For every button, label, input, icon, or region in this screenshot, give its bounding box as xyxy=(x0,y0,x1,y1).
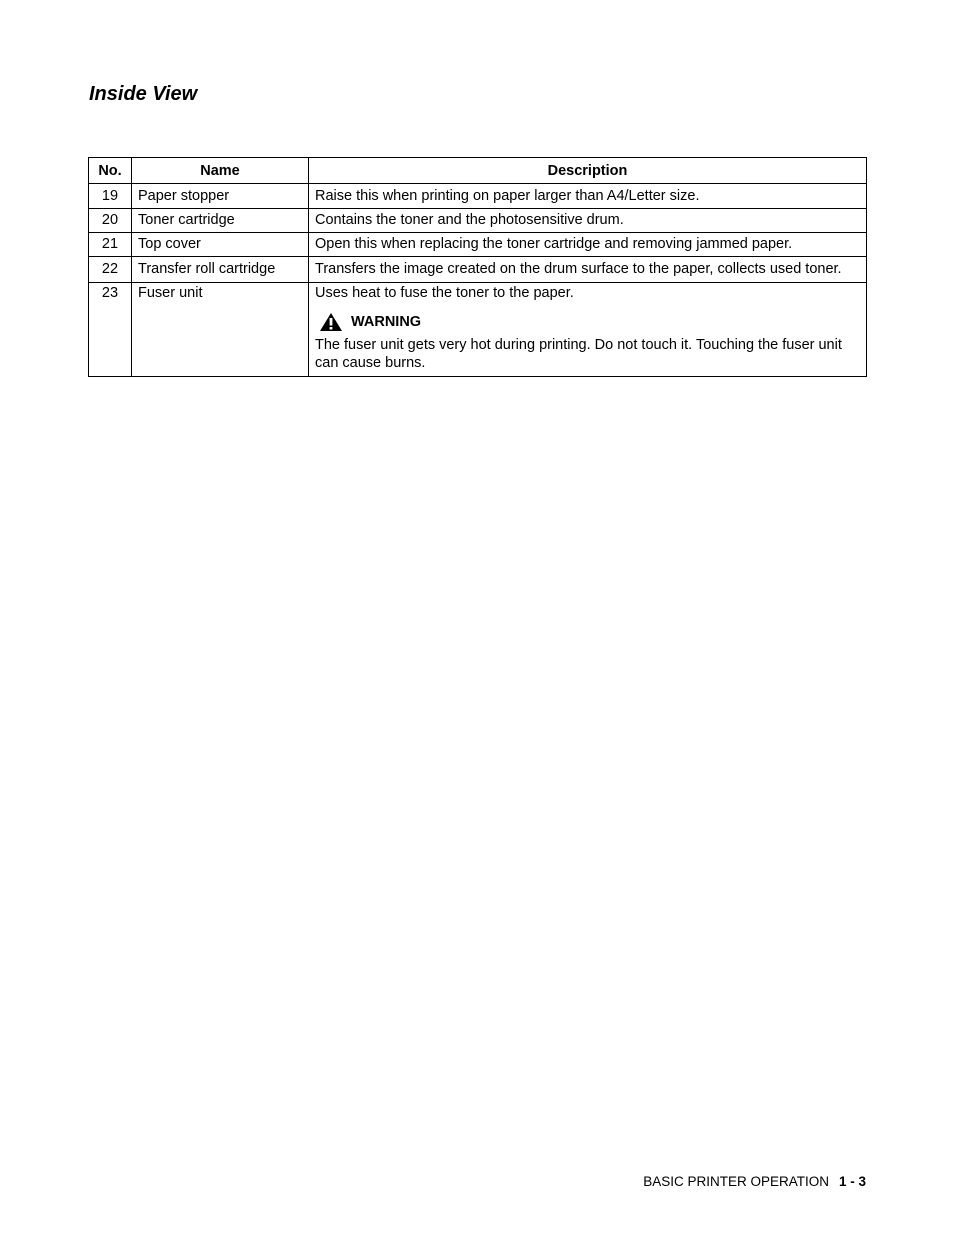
warning-heading xyxy=(315,312,860,332)
row-number: 22 xyxy=(89,257,132,283)
table-row xyxy=(89,209,867,233)
row-description-cell xyxy=(309,283,867,377)
table-row xyxy=(89,257,867,283)
table-row xyxy=(89,233,867,257)
row-number: 19 xyxy=(89,184,132,209)
table-row xyxy=(89,184,867,209)
warning-text: The fuser unit gets very hot during printing. Do not touch it. Touching the fuser unit can cause burns. xyxy=(315,337,842,371)
parts-table xyxy=(88,157,867,377)
row-description: Raise this when printing on paper larger than A4/Letter size. xyxy=(309,184,867,209)
row-description: Transfers the image created on the drum surface to the paper, collects used toner. xyxy=(309,257,867,283)
row-number: 21 xyxy=(89,233,132,257)
footer-page-number: 1 - 3 xyxy=(838,1174,866,1189)
row-name: Toner cartridge xyxy=(132,209,309,233)
section-heading: Inside View xyxy=(89,83,198,105)
row-number: 23 xyxy=(89,283,132,377)
row-description: Uses heat to fuse the toner to the paper. xyxy=(315,285,574,301)
header-name: Name xyxy=(132,158,309,184)
footer-section-title: BASIC PRINTER OPERATION xyxy=(643,1174,829,1189)
warning-triangle-icon xyxy=(319,312,343,332)
warning-label: WARNING xyxy=(351,314,422,330)
row-name: Top cover xyxy=(132,233,309,257)
header-description: Description xyxy=(309,158,867,184)
table-row xyxy=(89,283,867,377)
row-name: Paper stopper xyxy=(132,184,309,209)
row-name: Fuser unit xyxy=(132,283,309,377)
header-no: No. xyxy=(89,158,132,184)
row-description: Open this when replacing the toner cartridge and removing jammed paper. xyxy=(309,233,867,257)
table-header-row xyxy=(89,158,867,184)
row-name: Transfer roll cartridge xyxy=(132,257,309,283)
page-footer xyxy=(643,1174,866,1190)
row-description: Contains the toner and the photosensitive drum. xyxy=(309,209,867,233)
row-number: 20 xyxy=(89,209,132,233)
